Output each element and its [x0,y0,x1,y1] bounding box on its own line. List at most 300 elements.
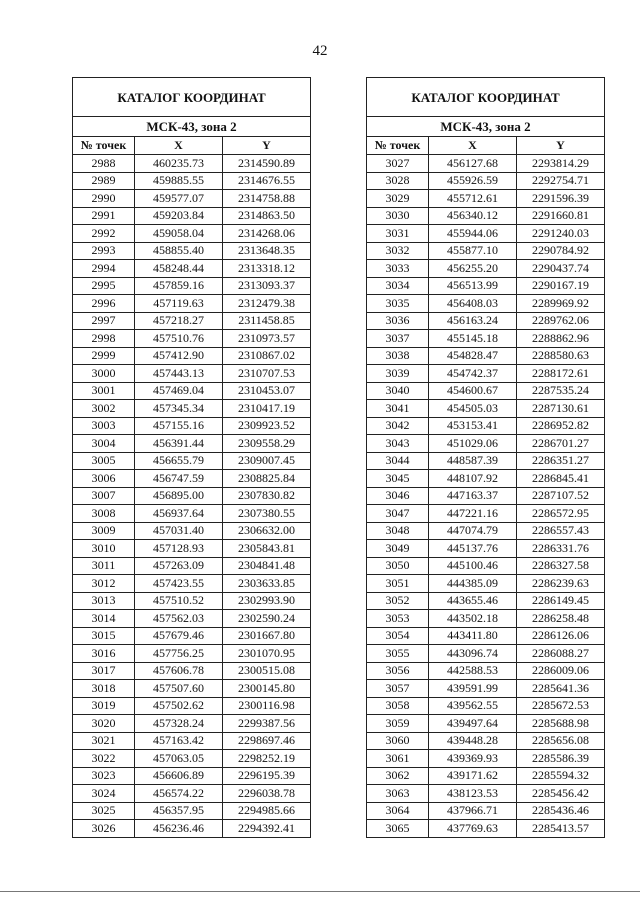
point-number-cell: 2990 [73,190,135,208]
x-coordinate-cell: 445137.76 [429,540,517,558]
y-coordinate-cell: 2290167.19 [517,277,605,295]
y-coordinate-cell: 2313648.35 [223,242,311,260]
x-coordinate-cell: 456606.89 [135,767,223,785]
point-number-cell: 3015 [73,627,135,645]
table-row [367,820,605,838]
table-row [73,575,311,593]
y-coordinate-cell: 2303633.85 [223,575,311,593]
point-number-cell: 3062 [367,767,429,785]
y-coordinate-cell: 2314758.88 [223,190,311,208]
y-coordinate-cell: 2286331.76 [517,540,605,558]
x-coordinate-cell: 457443.13 [135,365,223,383]
point-number-cell: 2997 [73,312,135,330]
x-coordinate-cell: 454600.67 [429,382,517,400]
y-coordinate-cell: 2286327.58 [517,557,605,575]
point-number-cell: 3024 [73,785,135,803]
y-coordinate-cell: 2292754.71 [517,172,605,190]
table-row [73,487,311,505]
page-bottom-divider [0,891,640,892]
y-coordinate-cell: 2309007.45 [223,452,311,470]
x-coordinate-cell: 456574.22 [135,785,223,803]
y-coordinate-cell: 2285656.08 [517,732,605,750]
table-row [367,400,605,418]
table-title: КАТАЛОГ КООРДИНАТ [367,78,605,117]
x-coordinate-cell: 456655.79 [135,452,223,470]
table-row [73,732,311,750]
x-coordinate-cell: 459577.07 [135,190,223,208]
point-number-cell: 3006 [73,470,135,488]
y-coordinate-cell: 2313093.37 [223,277,311,295]
table-row [367,802,605,820]
column-header-point-number: № точек [367,137,429,155]
point-number-cell: 2999 [73,347,135,365]
table-row [367,522,605,540]
x-coordinate-cell: 453153.41 [429,417,517,435]
y-coordinate-cell: 2314863.50 [223,207,311,225]
y-coordinate-cell: 2310707.53 [223,365,311,383]
y-coordinate-cell: 2286701.27 [517,435,605,453]
x-coordinate-cell: 448107.92 [429,470,517,488]
table-row [367,242,605,260]
y-coordinate-cell: 2300145.80 [223,680,311,698]
table-row [367,435,605,453]
point-number-cell: 3026 [73,820,135,838]
y-coordinate-cell: 2313318.12 [223,260,311,278]
x-coordinate-cell: 457412.90 [135,347,223,365]
x-coordinate-cell: 455926.59 [429,172,517,190]
x-coordinate-cell: 458248.44 [135,260,223,278]
point-number-cell: 3056 [367,662,429,680]
y-coordinate-cell: 2307830.82 [223,487,311,505]
x-coordinate-cell: 448587.39 [429,452,517,470]
table-row [73,592,311,610]
y-coordinate-cell: 2310453.07 [223,382,311,400]
x-coordinate-cell: 451029.06 [429,435,517,453]
table-row [367,680,605,698]
x-coordinate-cell: 456408.03 [429,295,517,313]
x-coordinate-cell: 456747.59 [135,470,223,488]
point-number-cell: 2998 [73,330,135,348]
table-row [367,785,605,803]
point-number-cell: 3064 [367,802,429,820]
y-coordinate-cell: 2291660.81 [517,207,605,225]
point-number-cell: 2995 [73,277,135,295]
y-coordinate-cell: 2286258.48 [517,610,605,628]
x-coordinate-cell: 457031.40 [135,522,223,540]
x-coordinate-cell: 457502.62 [135,697,223,715]
y-coordinate-cell: 2296038.78 [223,785,311,803]
y-coordinate-cell: 2314268.06 [223,225,311,243]
table-row [367,487,605,505]
x-coordinate-cell: 455145.18 [429,330,517,348]
x-coordinate-cell: 442588.53 [429,662,517,680]
x-coordinate-cell: 457263.09 [135,557,223,575]
column-header-x: X [429,137,517,155]
table-row [367,627,605,645]
y-coordinate-cell: 2286351.27 [517,452,605,470]
point-number-cell: 3044 [367,452,429,470]
x-coordinate-cell: 457562.03 [135,610,223,628]
y-coordinate-cell: 2286845.41 [517,470,605,488]
y-coordinate-cell: 2301667.80 [223,627,311,645]
point-number-cell: 3060 [367,732,429,750]
point-number-cell: 3046 [367,487,429,505]
point-number-cell: 3034 [367,277,429,295]
point-number-cell: 2988 [73,155,135,173]
point-number-cell: 3047 [367,505,429,523]
table-row [367,505,605,523]
point-number-cell: 3005 [73,452,135,470]
point-number-cell: 2996 [73,295,135,313]
x-coordinate-cell: 456895.00 [135,487,223,505]
table-row [73,400,311,418]
x-coordinate-cell: 457679.46 [135,627,223,645]
point-number-cell: 3009 [73,522,135,540]
y-coordinate-cell: 2305843.81 [223,540,311,558]
x-coordinate-cell: 447074.79 [429,522,517,540]
x-coordinate-cell: 447163.37 [429,487,517,505]
y-coordinate-cell: 2300515.08 [223,662,311,680]
y-coordinate-cell: 2300116.98 [223,697,311,715]
point-number-cell: 3050 [367,557,429,575]
point-number-cell: 3048 [367,522,429,540]
table-row [73,557,311,575]
y-coordinate-cell: 2293814.29 [517,155,605,173]
table-row [367,312,605,330]
y-coordinate-cell: 2289969.92 [517,295,605,313]
y-coordinate-cell: 2298697.46 [223,732,311,750]
table-row [73,750,311,768]
table-row [73,190,311,208]
x-coordinate-cell: 455944.06 [429,225,517,243]
point-number-cell: 3049 [367,540,429,558]
x-coordinate-cell: 456255.20 [429,260,517,278]
table-row [367,540,605,558]
x-coordinate-cell: 439591.99 [429,680,517,698]
table-row [367,172,605,190]
table-row [73,627,311,645]
table-row [367,697,605,715]
point-number-cell: 3022 [73,750,135,768]
x-coordinate-cell: 457218.27 [135,312,223,330]
table-row [73,522,311,540]
table-row [73,697,311,715]
point-number-cell: 3037 [367,330,429,348]
table-row [367,575,605,593]
point-number-cell: 3023 [73,767,135,785]
y-coordinate-cell: 2285641.36 [517,680,605,698]
table-row [367,715,605,733]
x-coordinate-cell: 460235.73 [135,155,223,173]
page-number: 42 [312,43,328,59]
point-number-cell: 2991 [73,207,135,225]
y-coordinate-cell: 2310417.19 [223,400,311,418]
y-coordinate-cell: 2314676.55 [223,172,311,190]
x-coordinate-cell: 456340.12 [429,207,517,225]
y-coordinate-cell: 2299387.56 [223,715,311,733]
x-coordinate-cell: 456236.46 [135,820,223,838]
table-row [73,540,311,558]
table-title: КАТАЛОГ КООРДИНАТ [73,78,311,117]
point-number-cell: 3029 [367,190,429,208]
point-number-cell: 3033 [367,260,429,278]
point-number-cell: 3059 [367,715,429,733]
point-number-cell: 3018 [73,680,135,698]
table-row [367,750,605,768]
y-coordinate-cell: 2301070.95 [223,645,311,663]
x-coordinate-cell: 443655.46 [429,592,517,610]
x-coordinate-cell: 457510.76 [135,330,223,348]
point-number-cell: 2993 [73,242,135,260]
point-number-cell: 3063 [367,785,429,803]
table-row [73,610,311,628]
point-number-cell: 3007 [73,487,135,505]
point-number-cell: 3027 [367,155,429,173]
column-header-x: X [135,137,223,155]
table-row [73,347,311,365]
y-coordinate-cell: 2294392.41 [223,820,311,838]
point-number-cell: 3054 [367,627,429,645]
table-row [367,610,605,628]
table-row [73,365,311,383]
table-row [73,417,311,435]
y-coordinate-cell: 2288862.96 [517,330,605,348]
point-number-cell: 3051 [367,575,429,593]
x-coordinate-cell: 439562.55 [429,697,517,715]
x-coordinate-cell: 438123.53 [429,785,517,803]
table-row [73,767,311,785]
point-number-cell: 3061 [367,750,429,768]
x-coordinate-cell: 459203.84 [135,207,223,225]
table-row [73,277,311,295]
x-coordinate-cell: 457128.93 [135,540,223,558]
x-coordinate-cell: 456127.68 [429,155,517,173]
x-coordinate-cell: 456937.64 [135,505,223,523]
table-row [73,452,311,470]
y-coordinate-cell: 2286009.06 [517,662,605,680]
x-coordinate-cell: 457328.24 [135,715,223,733]
x-coordinate-cell: 455877.10 [429,242,517,260]
point-number-cell: 3035 [367,295,429,313]
y-coordinate-cell: 2291240.03 [517,225,605,243]
x-coordinate-cell: 459885.55 [135,172,223,190]
point-number-cell: 3057 [367,680,429,698]
table-row [367,155,605,173]
x-coordinate-cell: 456391.44 [135,435,223,453]
y-coordinate-cell: 2289762.06 [517,312,605,330]
point-number-cell: 3043 [367,435,429,453]
x-coordinate-cell: 459058.04 [135,225,223,243]
x-coordinate-cell: 455712.61 [429,190,517,208]
y-coordinate-cell: 2309558.29 [223,435,311,453]
x-coordinate-cell: 456513.99 [429,277,517,295]
table-row [73,312,311,330]
y-coordinate-cell: 2285594.32 [517,767,605,785]
table-row [73,802,311,820]
x-coordinate-cell: 454742.37 [429,365,517,383]
x-coordinate-cell: 439369.93 [429,750,517,768]
table-row [367,347,605,365]
point-number-cell: 3045 [367,470,429,488]
table-body [367,155,605,838]
x-coordinate-cell: 457859.16 [135,277,223,295]
point-number-cell: 3028 [367,172,429,190]
x-coordinate-cell: 454505.03 [429,400,517,418]
point-number-cell: 3055 [367,645,429,663]
table-row [367,645,605,663]
point-number-cell: 3001 [73,382,135,400]
table-row [73,645,311,663]
point-number-cell: 3017 [73,662,135,680]
point-number-cell: 3053 [367,610,429,628]
y-coordinate-cell: 2296195.39 [223,767,311,785]
table-zone: МСК-43, зона 2 [367,117,605,137]
table-row [73,470,311,488]
table-row [367,452,605,470]
table-row [367,207,605,225]
x-coordinate-cell: 437966.71 [429,802,517,820]
y-coordinate-cell: 2307380.55 [223,505,311,523]
x-coordinate-cell: 457345.34 [135,400,223,418]
x-coordinate-cell: 454828.47 [429,347,517,365]
table-row [73,785,311,803]
table-row [367,277,605,295]
table-row [73,207,311,225]
y-coordinate-cell: 2288580.63 [517,347,605,365]
table-row [73,225,311,243]
x-coordinate-cell: 457756.25 [135,645,223,663]
y-coordinate-cell: 2312479.38 [223,295,311,313]
point-number-cell: 2992 [73,225,135,243]
point-number-cell: 3052 [367,592,429,610]
table-row [367,592,605,610]
x-coordinate-cell: 457119.63 [135,295,223,313]
x-coordinate-cell: 457163.42 [135,732,223,750]
y-coordinate-cell: 2298252.19 [223,750,311,768]
point-number-cell: 3008 [73,505,135,523]
x-coordinate-cell: 456357.95 [135,802,223,820]
x-coordinate-cell: 456163.24 [429,312,517,330]
y-coordinate-cell: 2310973.57 [223,330,311,348]
y-coordinate-cell: 2306632.00 [223,522,311,540]
table-row [73,242,311,260]
point-number-cell: 3016 [73,645,135,663]
x-coordinate-cell: 447221.16 [429,505,517,523]
point-number-cell: 3011 [73,557,135,575]
point-number-cell: 3002 [73,400,135,418]
point-number-cell: 3019 [73,697,135,715]
table-row [367,732,605,750]
y-coordinate-cell: 2304841.48 [223,557,311,575]
y-coordinate-cell: 2286239.63 [517,575,605,593]
y-coordinate-cell: 2285688.98 [517,715,605,733]
table-row [367,330,605,348]
table-row [367,767,605,785]
table-row [367,470,605,488]
point-number-cell: 2989 [73,172,135,190]
x-coordinate-cell: 437769.63 [429,820,517,838]
point-number-cell: 3021 [73,732,135,750]
table-row [73,260,311,278]
y-coordinate-cell: 2291596.39 [517,190,605,208]
table-row [367,662,605,680]
table-row [367,365,605,383]
table-row [73,155,311,173]
y-coordinate-cell: 2311458.85 [223,312,311,330]
table-row [367,260,605,278]
y-coordinate-cell: 2302590.24 [223,610,311,628]
y-coordinate-cell: 2286088.27 [517,645,605,663]
point-number-cell: 3010 [73,540,135,558]
x-coordinate-cell: 443411.80 [429,627,517,645]
point-number-cell: 3030 [367,207,429,225]
y-coordinate-cell: 2294985.66 [223,802,311,820]
table-row [367,557,605,575]
x-coordinate-cell: 457510.52 [135,592,223,610]
y-coordinate-cell: 2308825.84 [223,470,311,488]
y-coordinate-cell: 2290437.74 [517,260,605,278]
table-row [367,295,605,313]
point-number-cell: 3039 [367,365,429,383]
x-coordinate-cell: 457423.55 [135,575,223,593]
table-row [367,382,605,400]
point-number-cell: 3014 [73,610,135,628]
y-coordinate-cell: 2287535.24 [517,382,605,400]
column-header-point-number: № точек [73,137,135,155]
table-row [367,225,605,243]
point-number-cell: 3000 [73,365,135,383]
y-coordinate-cell: 2285586.39 [517,750,605,768]
point-number-cell: 3013 [73,592,135,610]
table-row [73,662,311,680]
x-coordinate-cell: 457155.16 [135,417,223,435]
table-row [73,295,311,313]
table-zone: МСК-43, зона 2 [73,117,311,137]
y-coordinate-cell: 2287107.52 [517,487,605,505]
y-coordinate-cell: 2286149.45 [517,592,605,610]
y-coordinate-cell: 2287130.61 [517,400,605,418]
table-row [367,190,605,208]
x-coordinate-cell: 439497.64 [429,715,517,733]
x-coordinate-cell: 458855.40 [135,242,223,260]
y-coordinate-cell: 2285672.53 [517,697,605,715]
y-coordinate-cell: 2286572.95 [517,505,605,523]
x-coordinate-cell: 443502.18 [429,610,517,628]
table-row [73,680,311,698]
point-number-cell: 3031 [367,225,429,243]
point-number-cell: 3025 [73,802,135,820]
x-coordinate-cell: 457469.04 [135,382,223,400]
point-number-cell: 3012 [73,575,135,593]
point-number-cell: 3032 [367,242,429,260]
y-coordinate-cell: 2302993.90 [223,592,311,610]
coordinate-catalog-table-right [366,77,605,838]
y-coordinate-cell: 2314590.89 [223,155,311,173]
table-row [73,382,311,400]
table-row [73,505,311,523]
x-coordinate-cell: 457507.60 [135,680,223,698]
x-coordinate-cell: 439448.28 [429,732,517,750]
column-header-y: Y [517,137,605,155]
table-body [73,155,311,838]
y-coordinate-cell: 2288172.61 [517,365,605,383]
y-coordinate-cell: 2286557.43 [517,522,605,540]
point-number-cell: 3038 [367,347,429,365]
y-coordinate-cell: 2285413.57 [517,820,605,838]
x-coordinate-cell: 457063.05 [135,750,223,768]
y-coordinate-cell: 2286126.06 [517,627,605,645]
table-row [73,435,311,453]
